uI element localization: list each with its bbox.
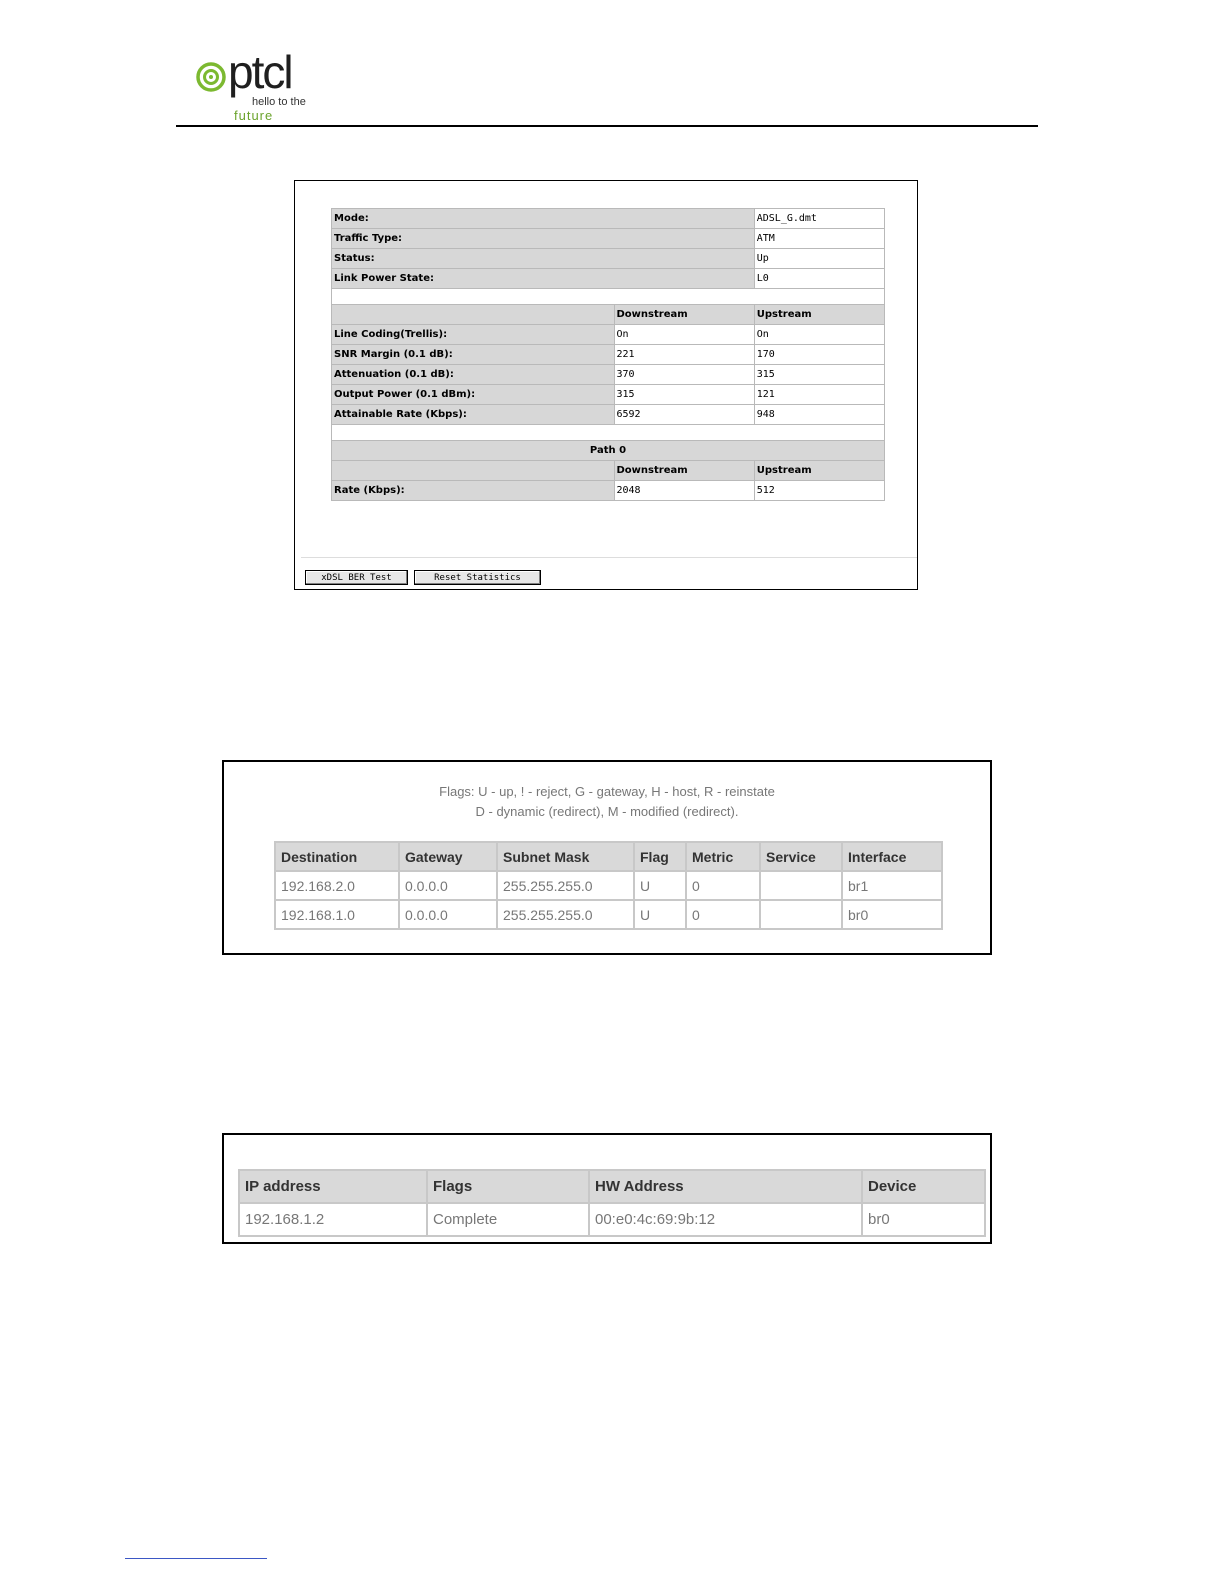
table-row [332,345,885,365]
xdsl-ber-test-button[interactable]: xDSL BER Test [305,570,408,585]
stat-label: Line Coding(Trellis): [332,325,615,345]
mode-value: ADSL_G.dmt [754,209,884,229]
col-metric: Metric [686,842,760,871]
col-device: Device [862,1170,985,1203]
traffic-type-label: Traffic Type: [332,229,755,249]
stat-upstream: 121 [754,385,884,405]
dsl-statistics-table [331,208,885,501]
stat-label: Attainable Rate (Kbps): [332,405,615,425]
header-divider [176,125,1038,127]
tagline-line-2: future [234,108,274,123]
cell-flags: Complete [427,1203,589,1236]
col-subnet-mask: Subnet Mask [497,842,634,871]
ptcl-ring-icon [196,62,226,92]
cell-ip-address: 192.168.1.2 [239,1203,427,1236]
status-value: Up [754,249,884,269]
traffic-type-value: ATM [754,229,884,249]
header-empty-cell [332,461,615,481]
table-row [332,385,885,405]
table-header-row [275,842,942,871]
flags-legend-line-2: D - dynamic (redirect), M - modified (redirect). [475,804,739,819]
col-interface: Interface [842,842,942,871]
table-header-row [332,305,885,325]
arp-table-panel [222,1133,992,1244]
panel-divider [301,557,917,558]
col-ip-address: IP address [239,1170,427,1203]
status-label: Status: [332,249,755,269]
cell-metric: 0 [686,900,760,929]
rate-label: Rate (Kbps): [332,481,615,501]
cell-interface: br1 [842,871,942,900]
table-row [332,269,885,289]
cell-subnet-mask: 255.255.255.0 [497,871,634,900]
path-upstream-header: Upstream [754,461,884,481]
flags-legend-line-1: Flags: U - up, ! - reject, G - gateway, H - host, R - reinstate [439,784,775,799]
cell-flag: U [634,900,686,929]
table-header-row [332,461,885,481]
stat-downstream: 221 [614,345,754,365]
mode-label: Mode: [332,209,755,229]
col-service: Service [760,842,842,871]
routing-table-panel [222,760,992,955]
routing-table [274,841,943,930]
table-row [239,1203,985,1236]
stat-upstream: 948 [754,405,884,425]
stat-downstream: 6592 [614,405,754,425]
rate-upstream: 512 [754,481,884,501]
path-title-row [332,441,885,461]
col-flag: Flag [634,842,686,871]
table-row [332,229,885,249]
downstream-header: Downstream [614,305,754,325]
rate-downstream: 2048 [614,481,754,501]
link-power-state-value: L0 [754,269,884,289]
cell-interface: br0 [842,900,942,929]
cell-destination: 192.168.2.0 [275,871,399,900]
ptcl-logo [194,46,314,124]
cell-service [760,871,842,900]
stat-upstream: 315 [754,365,884,385]
arp-table [238,1169,986,1237]
table-row [332,405,885,425]
path-title: Path 0 [332,441,885,461]
link-power-state-label: Link Power State: [332,269,755,289]
table-row [332,209,885,229]
cell-device: br0 [862,1203,985,1236]
stat-downstream: 370 [614,365,754,385]
cell-hw-address: 00:e0:4c:69:9b:12 [589,1203,862,1236]
cell-destination: 192.168.1.0 [275,900,399,929]
table-row [332,325,885,345]
stat-downstream: On [614,325,754,345]
table-header-row [239,1170,985,1203]
cell-service [760,900,842,929]
stat-upstream: 170 [754,345,884,365]
upstream-header: Upstream [754,305,884,325]
col-gateway: Gateway [399,842,497,871]
table-spacer [332,425,885,441]
col-hw-address: HW Address [589,1170,862,1203]
table-row [332,481,885,501]
table-row [275,871,942,900]
dsl-statistics-panel [294,180,918,590]
cell-gateway: 0.0.0.0 [399,871,497,900]
cell-metric: 0 [686,871,760,900]
table-row [332,365,885,385]
stat-label: Output Power (0.1 dBm): [332,385,615,405]
stat-downstream: 315 [614,385,754,405]
cell-subnet-mask: 255.255.255.0 [497,900,634,929]
stat-label: SNR Margin (0.1 dB): [332,345,615,365]
table-row [275,900,942,929]
col-destination: Destination [275,842,399,871]
stat-upstream: On [754,325,884,345]
header-empty-cell [332,305,615,325]
tagline-line-1: hello to the [252,96,306,108]
cell-gateway: 0.0.0.0 [399,900,497,929]
table-spacer [332,289,885,305]
brand-name: ptcl [228,46,292,98]
footer-line [125,1558,267,1559]
col-flags: Flags [427,1170,589,1203]
path-downstream-header: Downstream [614,461,754,481]
reset-statistics-button[interactable]: Reset Statistics [414,570,541,585]
cell-flag: U [634,871,686,900]
stat-label: Attenuation (0.1 dB): [332,365,615,385]
table-row [332,249,885,269]
